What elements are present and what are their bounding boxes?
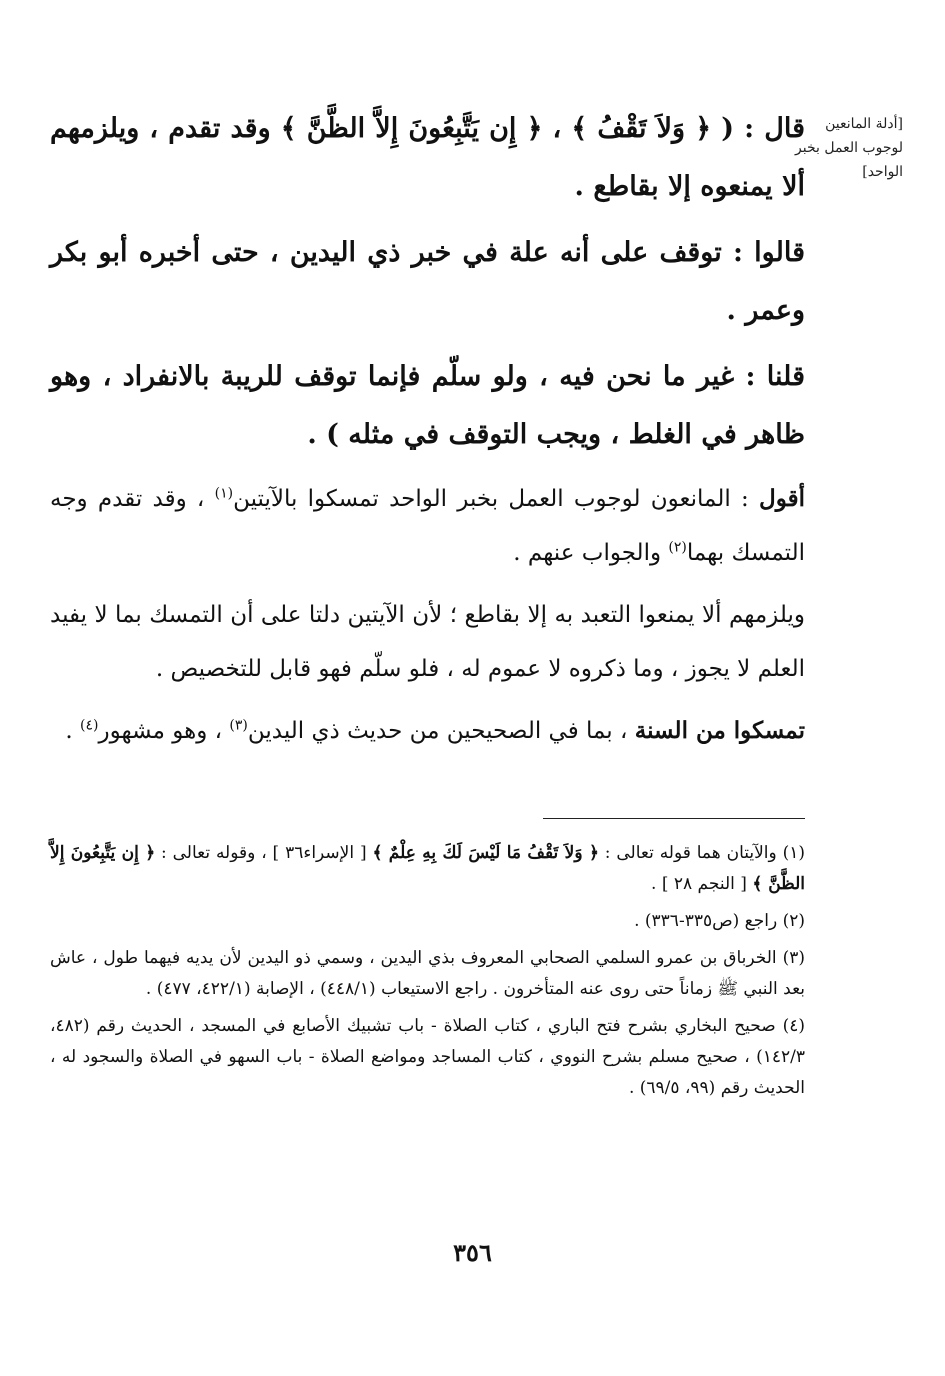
paragraph-qalu: قالوا : توقف على أنه علة في خبر ذي اليدين ، حتى أخبره أبو بكر وعمر . xyxy=(50,237,805,326)
quran-quote: ﴿ إِن يَتَّبِعُونَ إِلاَّ الظَّنَّ ﴾ xyxy=(50,843,805,894)
footnote-text: [ الإسراء٣٦ ] ، وقوله تعالى : xyxy=(155,843,373,863)
footnote-text: [ النجم ٢٨ ] . xyxy=(651,874,753,894)
paragraph-text: ، وقد تقدم وجه التمسك بهما xyxy=(50,486,805,566)
paragraph-text: ، وهو مشهور xyxy=(98,718,230,744)
paragraph-text: ، بما في الصحيحين من حديث ذي اليدين xyxy=(247,718,635,744)
footnote-divider xyxy=(543,818,805,819)
paragraph-lead: تمسكوا من السنة xyxy=(634,717,805,744)
paragraph-yalzamuhum: ويلزمهم ألا يمنعوا التعبد به إلا بقاطع ؛ لأن الآيتين دلتا على أن التمسك بما لا يفيد العلم لا يجوز ، وما ذكروه لا عموم له ، فلو سلّم فهو قابل للتخصيص . xyxy=(50,602,805,682)
quran-quote: ﴿ وَلاَ تَقْفُ مَا لَيْسَ لَكَ بِهِ عِلْمٌ ﴾ xyxy=(372,843,599,863)
footnote-3: (٣) الخرباق بن عمرو السلمي الصحابي المعروف بذي اليدين ، وسمي ذو اليدين لأن يديه فيهما طول ، عاش بعد النبي ﷺ زماناً حتى روى عنه المتأخرون . راجع الاستيعاب (٤٤٨/١) ، الإصابة (٤٢٢/١، ٤٧٧) . xyxy=(50,948,805,999)
footnote-text: (١) والآيتان هما قوله تعالى : xyxy=(598,843,806,863)
paragraph-text: . xyxy=(65,718,81,744)
paragraph-text: : المانعون لوجوب العمل بخبر الواحد تمسكوا بالآيتين xyxy=(233,486,760,512)
footnote-ref: (٢) xyxy=(668,539,687,556)
paragraph-lead: أقول xyxy=(759,485,805,512)
footnote-1 xyxy=(50,838,805,900)
main-text xyxy=(50,100,805,766)
footnote-ref: (٤) xyxy=(80,717,99,734)
footnote-ref: (١) xyxy=(214,485,234,502)
footnote-ref: (٣) xyxy=(229,717,248,734)
footnote-2: (٢) راجع (ص٣٣٥-٣٣٦) . xyxy=(634,911,805,931)
footnotes xyxy=(50,838,805,1110)
page-number: ٣٥٦ xyxy=(453,1238,492,1267)
paragraph-qulna: قلنا : غير ما نحن فيه ، ولو سلّم فإنما توقف للريبة بالانفراد ، وهو ظاهر في الغلط ، ويجب التوقف في مثله ) . xyxy=(50,361,805,450)
paragraph-aqulu xyxy=(50,472,805,580)
paragraph-text: والجواب عنهم . xyxy=(513,540,669,566)
paragraph-qal: قال : ( ﴿ وَلاَ تَقْفُ ﴾ ، ﴿ إِن يَتَّبِعُونَ إِلاَّ الظَّنَّ ﴾ وقد تقدم ، ويلزمهم ألا يمنعوه إلا بقاطع . xyxy=(50,113,805,202)
margin-note: [أدلة المانعين لوجوب العمل بخبر الواحد] xyxy=(795,116,903,180)
paragraph-sunnah xyxy=(50,704,805,758)
footnote-4: (٤) صحيح البخاري بشرح فتح الباري ، كتاب الصلاة - باب تشبيك الأصابع في المسجد ، الحديث رقم (٤٨٢، ١٤٢/٣) ، صحيح مسلم بشرح النووي ، كتاب المساجد ومواضع الصلاة - باب السهو في الصلاة والسجود له ، الحديث رقم (٩٩، ٦٩/٥) . xyxy=(50,1016,805,1098)
